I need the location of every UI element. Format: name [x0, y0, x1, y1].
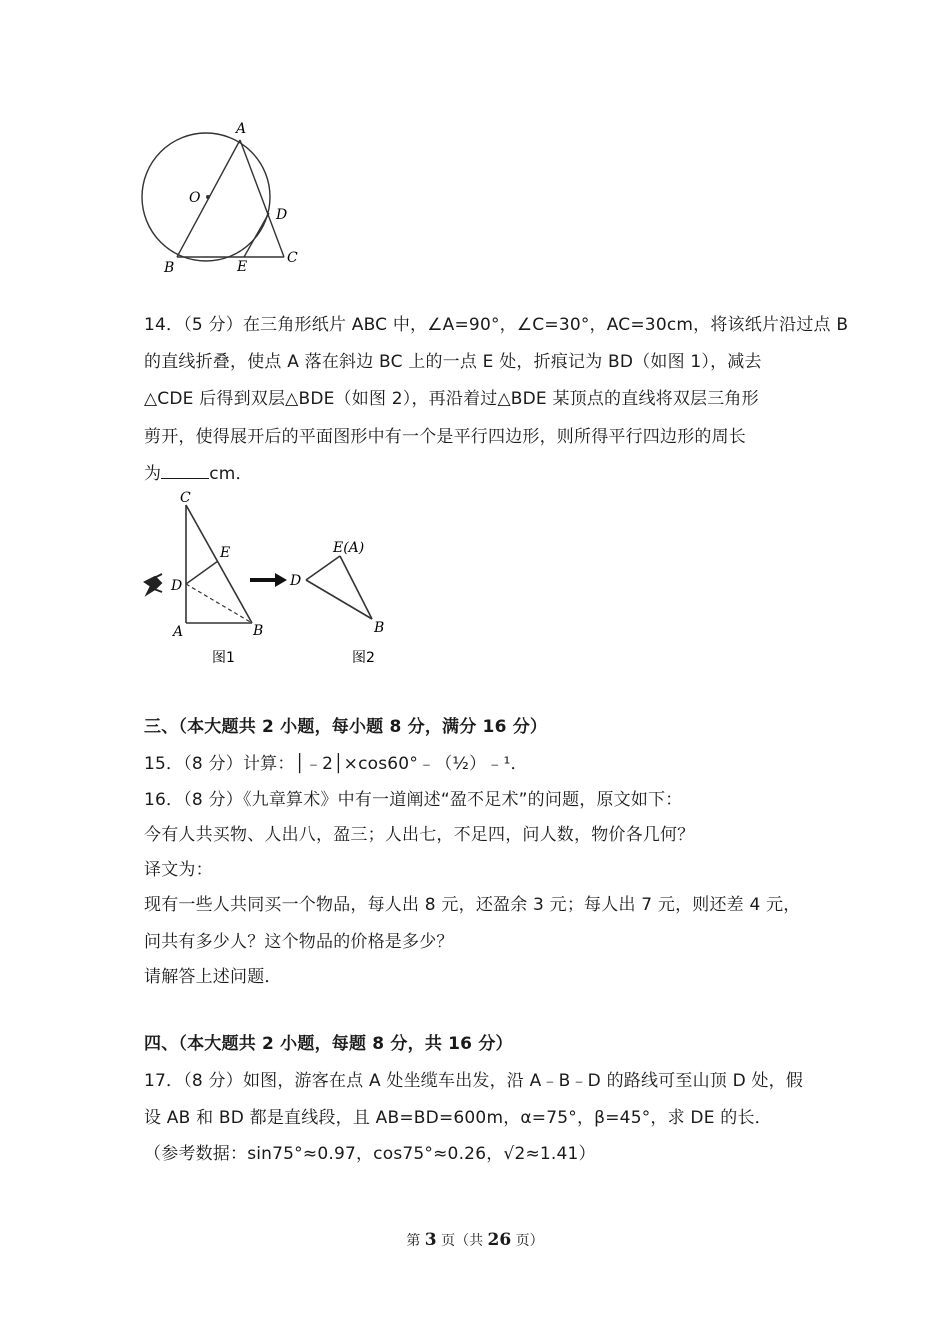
footer-page-number: 3 — [424, 1230, 437, 1250]
circle-triangle-figure — [130, 118, 310, 278]
q14-line-2: 的直线折叠，使点 A 落在斜边 BC 上的一点 E 处，折痕记为 BD（如图 1），减去 — [144, 352, 762, 372]
label-e: E — [237, 259, 248, 275]
q14-line-1: 14．（5 分）在三角形纸片 ABC 中，∠A=90°，∠C=30°，AC=30cm，将该纸片沿过点 B — [144, 315, 849, 335]
fig1-label-e: E — [220, 545, 231, 561]
section-4-heading: 四、（本大题共 2 小题，每题 8 分，共 16 分） — [144, 1034, 513, 1054]
fig2-side-ea-d — [306, 556, 340, 580]
q16-line-4: 现有一些人共同买一个物品，每人出 8 元，还盈余 3 元；每人出 7 元，则还差 4 元， — [144, 895, 801, 915]
fig2-caption: 图2 — [352, 650, 375, 666]
q14-unit: cm． — [209, 464, 253, 484]
fig1-label-b: B — [253, 623, 264, 639]
q17-line-2: 设 AB 和 BD 都是直线段，且 AB=BD=600m，α=75°，β=45°，求 DE 的长． — [144, 1108, 772, 1128]
fig1-label-c: C — [180, 490, 191, 506]
fig2-label-d: D — [290, 573, 302, 589]
q15-text: 15．（8 分）计算：│﹣2│×cos60°﹣（½）﹣¹． — [144, 754, 528, 774]
q17-line-1: 17．（8 分）如图，游客在点 A 处坐缆车出发，沿 A﹣B﹣D 的路线可至山顶 D 处，假 — [144, 1071, 804, 1091]
q16-line-2: 今有人共买物、人出八，盈三；人出七，不足四，问人数，物价各几何？ — [144, 825, 695, 845]
q16-line-5: 问共有多少人？这个物品的价格是多少？ — [144, 932, 454, 952]
fig1-label-a: A — [173, 624, 184, 640]
footer-suffix: 页） — [511, 1233, 544, 1249]
q14-line-4: 剪开，使得展开后的平面图形中有一个是平行四边形，则所得平行四边形的周长 — [144, 427, 746, 447]
q16-line-3: 译文为： — [144, 860, 213, 880]
fig1-label-d: D — [171, 578, 183, 594]
fig2-label-ea: E(A) — [333, 540, 365, 556]
answer-blank — [161, 464, 209, 479]
footer-total-pages: 26 — [487, 1230, 512, 1250]
segment-ed — [244, 213, 269, 257]
fig1-caption: 图1 — [212, 650, 235, 666]
scissors-icon — [145, 574, 162, 594]
q16-line-1: 16．（8 分）《九章算术》中有一道阐述“盈不足术”的问题，原文如下： — [144, 790, 683, 810]
label-d: D — [276, 207, 288, 223]
fig1-side-cb — [186, 505, 252, 623]
footer-prefix: 第 — [406, 1233, 425, 1249]
arrow-right-icon — [250, 573, 287, 587]
segment-ac — [240, 140, 284, 257]
label-b: B — [164, 260, 175, 276]
fig2-label-b: B — [374, 620, 385, 636]
footer-middle: 页（共 — [436, 1233, 488, 1249]
q16-line-6: 请解答上述问题． — [144, 967, 282, 987]
section-3-heading: 三、（本大题共 2 小题，每小题 8 分，满分 16 分） — [144, 717, 548, 737]
fig1-segment-de — [186, 561, 218, 584]
label-a: A — [236, 121, 247, 137]
fold-figures — [140, 488, 400, 668]
fig1-fold-bd — [186, 584, 252, 623]
q14-line-5 — [144, 459, 253, 484]
label-o: O — [189, 190, 201, 206]
q14-line-3: △CDE 后得到双层△BDE（如图 2），再沿着过△BDE 某顶点的直线将双层三角形 — [144, 389, 759, 409]
q17-line-3: （参考数据：sin75°≈0.97，cos75°≈0.26，√2≈1.41） — [144, 1144, 596, 1164]
q14-prefix: 为 — [144, 464, 162, 484]
page-footer — [0, 1230, 950, 1250]
label-c: C — [287, 250, 298, 266]
center-point-o — [206, 195, 210, 199]
